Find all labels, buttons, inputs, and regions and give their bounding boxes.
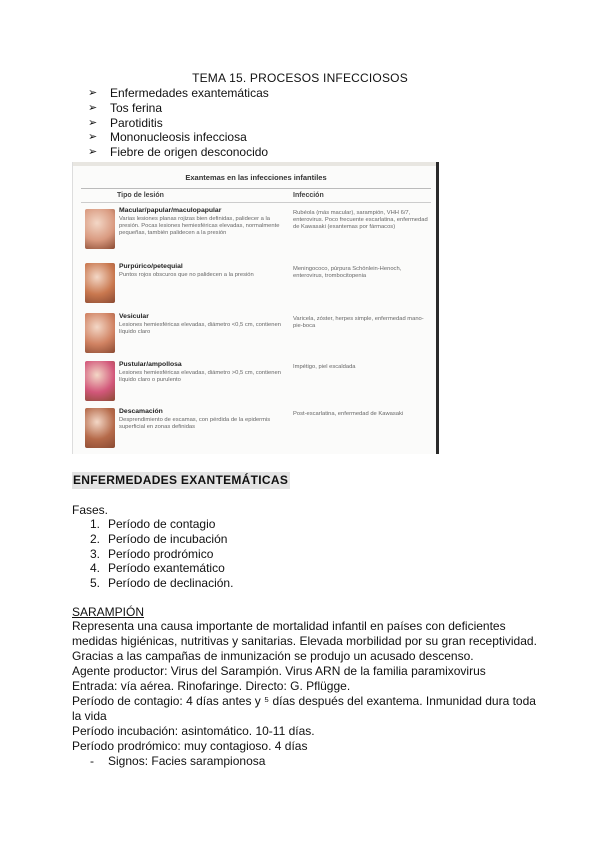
phases-label: Fases. (72, 503, 109, 517)
dash-list-item: - Signos: Facies sarampionosa (90, 754, 266, 768)
paragraph: Agente productor: Virus del Sarampión. Virus ARN de la familia paramixovirus (72, 664, 486, 678)
paragraph: Período de contagio: 4 días antes y ⁵ días después del exantema. Inmunidad dura toda la vida (72, 694, 536, 723)
topic-item: ➢ Parotiditis (88, 115, 163, 130)
arrow-bullet-icon: ➢ (88, 101, 98, 114)
divider (81, 202, 431, 203)
list-item: 3. Período prodrómico (90, 546, 214, 561)
infection-list: Varicela, zóster, herpes simple, enfermedad mano-pie-boca (293, 316, 424, 329)
infection-list: Meningococo, púrpura Schönlein-Henoch, enterovirus, trombocitopenia (293, 266, 402, 279)
lesion-photo (85, 209, 115, 249)
lesion-photo (85, 361, 115, 401)
arrow-bullet-icon: ➢ (88, 146, 98, 159)
lesion-type: Pustular/ampollosa (119, 361, 182, 368)
paragraph: Representa una causa importante de mortalidad infantil en países con deficientes medidas higiénicas, nutritivas y sanitarias. Elevada morbilidad por su gran receptividad. Gracias a las campañas de inmunización se produjo un acusado descenso. (72, 619, 537, 663)
arrow-bullet-icon: ➢ (88, 87, 98, 99)
body-text (72, 619, 542, 769)
page-title: TEMA 15. PROCESOS INFECCIOSOS (192, 71, 408, 85)
lesion-type: Purpúrico/petequial (119, 263, 183, 270)
section-heading: ENFERMEDADES EXANTEMÁTICAS (73, 473, 289, 487)
column-header-infection: Infección (293, 192, 324, 199)
divider (81, 188, 431, 189)
exanthem-table-figure (72, 162, 439, 454)
topic-item: ➢ Mononucleosis infecciosa (88, 130, 247, 145)
phases-list (90, 517, 233, 591)
topic-item: ➢ Enfermedades exantemáticas (88, 86, 269, 100)
figure-title: Exantemas en las infecciones infantiles (185, 173, 327, 182)
lesion-photo (85, 313, 115, 353)
list-item: 2. Período de incubación (90, 531, 228, 546)
infection-list: Rubéola (más macular), sarampión, VHH 6/7, enterovirus. Poco frecuente escarlatina, enfermedad de Kawasaki (exantemas por fármacos) (293, 210, 428, 230)
subsection-heading: SARAMPIÓN (72, 605, 145, 619)
lesion-photo (85, 263, 115, 303)
lesion-photo (85, 408, 115, 448)
lesion-description: Lesiones hemiesféricas elevadas, diámetro <0,5 cm, contienen líquido claro (119, 322, 281, 335)
paragraph: Período prodrómico: muy contagioso. 4 días (72, 739, 308, 753)
topic-list (88, 86, 269, 160)
arrow-bullet-icon: ➢ (88, 131, 98, 144)
lesion-description: Puntos rojos obscuros que no palidecen a la presión (119, 272, 254, 278)
paragraph: Entrada: vía aérea. Rinofaringe. Directo: G. Pflügge. (72, 679, 351, 693)
infection-list: Post-escarlatina, enfermedad de Kawasaki (293, 411, 404, 417)
list-item: 1. Período de contagio (90, 517, 216, 531)
column-header-lesion: Tipo de lesión (117, 192, 164, 199)
topic-item: ➢ Tos ferina (88, 100, 163, 115)
figure-top-band (73, 162, 439, 166)
paragraph: Período incubación: asintomático. 10-11 días. (72, 724, 315, 738)
infection-list: Impétigo, piel escaldada (293, 364, 356, 370)
lesion-type: Descamación (119, 408, 163, 415)
lesion-type: Vesicular (119, 313, 149, 320)
scan-edge (436, 162, 439, 454)
lesion-description: Lesiones hemiesféricas elevadas, diámetro >0,5 cm, contienen líquido claro o purulento (119, 370, 281, 383)
list-item: 4. Período exantemático (90, 561, 225, 576)
arrow-bullet-icon: ➢ (88, 116, 98, 129)
lesion-description: Varias lesiones planas rojizas bien definidas, palidecer a la presión. Pocas lesiones hemiesféricas elevadas, normalmente pequeñas, también palidecen a la presión (119, 216, 280, 236)
lesion-description: Desprendimiento de escamas, con pérdida de la epidermis superficial en zonas definidas (119, 417, 271, 430)
topic-item: ➢ Fiebre de origen desconocido (88, 145, 269, 160)
lesion-type: Macular/papular/maculopapular (119, 207, 222, 214)
list-item: 5. Período de declinación. (90, 576, 234, 591)
